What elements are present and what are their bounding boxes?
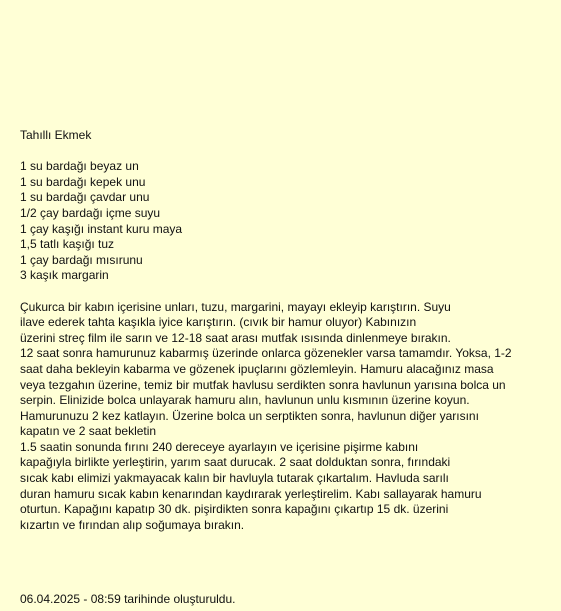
ingredient-item: 1 çay bardağı mısırunu	[20, 252, 143, 267]
instruction-line: saat daha bekleyin kabarma ve gözenek ipuçlarını gözlemleyin. Hamuru alacağınız masa	[20, 361, 494, 376]
note-title: Tahıllı Ekmek	[20, 128, 92, 142]
instruction-line: veya tezgahın üzerine, temiz bir mutfak havlusu serdikten sonra havlunun yarısına bolca un	[20, 377, 506, 392]
instruction-line: kızartın ve fırından alıp soğumaya bırakın.	[20, 517, 245, 532]
instruction-line: üzerini streç film ile sarın ve 12-18 saat arası mutfak ısısında dinlenmeye bırakın.	[20, 330, 451, 345]
ingredient-item: 3 kaşık margarin	[20, 268, 109, 283]
instruction-line: sıcak kabı elimizi yakmayacak kalın bir havluyla tutarak çıkartalım. Havluda sarılı	[20, 471, 449, 486]
ingredient-item: 1 su bardağı beyaz un	[20, 159, 139, 174]
created-timestamp: 06.04.2025 - 08:59 tarihinde oluşturuldu.	[20, 592, 236, 606]
instruction-line: oturtun. Kapağını kapatıp 30 dk. pişirdikten sonra kapağını çıkartıp 15 dk. üzerini	[20, 502, 449, 517]
instruction-line: kapatın ve 2 saat bekletin	[20, 424, 157, 439]
instruction-line: 1.5 saatin sonunda fırını 240 dereceye ayarlayın ve içerisine pişirme kabını	[20, 439, 419, 454]
instruction-line: serpin. Elinizide bolca unlayarak hamuru alın, havlunun unlu kısmının üzerine koyun.	[20, 393, 470, 408]
ingredient-list	[20, 159, 550, 284]
instruction-line: kapağıyla birlikte yerleştirin, yarım saat durucak. 2 saat dolduktan sonra, fırındaki	[20, 455, 451, 470]
instruction-line: 12 saat sonra hamurunuz kabarmış üzerinde onlarca gözenekler varsa tamamdır. Yoksa, 1-2	[20, 346, 512, 361]
ingredient-item: 1 su bardağı çavdar unu	[20, 190, 150, 205]
ingredient-item: 1,5 tatlı kaşığı tuz	[20, 237, 115, 252]
note-content	[20, 128, 550, 533]
instructions	[20, 300, 550, 534]
ingredient-item: 1 çay kaşığı instant kuru maya	[20, 221, 183, 236]
instruction-line: ilave ederek tahta kaşıkla iyice karıştırın. (cıvık bir hamur oluyor) Kabınızın	[20, 315, 417, 330]
ingredient-item: 1 su bardağı kepek unu	[20, 174, 146, 189]
instruction-line: Çukurca bir kabın içerisine unları, tuzu, margarini, mayayı ekleyip karıştırın. Suyu	[20, 299, 451, 314]
ingredient-item: 1/2 çay bardağı içme suyu	[20, 205, 161, 220]
instruction-line: duran hamuru sıcak kabın kenarından kaydırarak yerleştirelim. Kabı sallayarak hamuru	[20, 486, 482, 501]
instruction-line: Hamurunuzu 2 kez katlayın. Üzerine bolca un serptikten sonra, havlunun diğer yarısını	[20, 408, 479, 423]
